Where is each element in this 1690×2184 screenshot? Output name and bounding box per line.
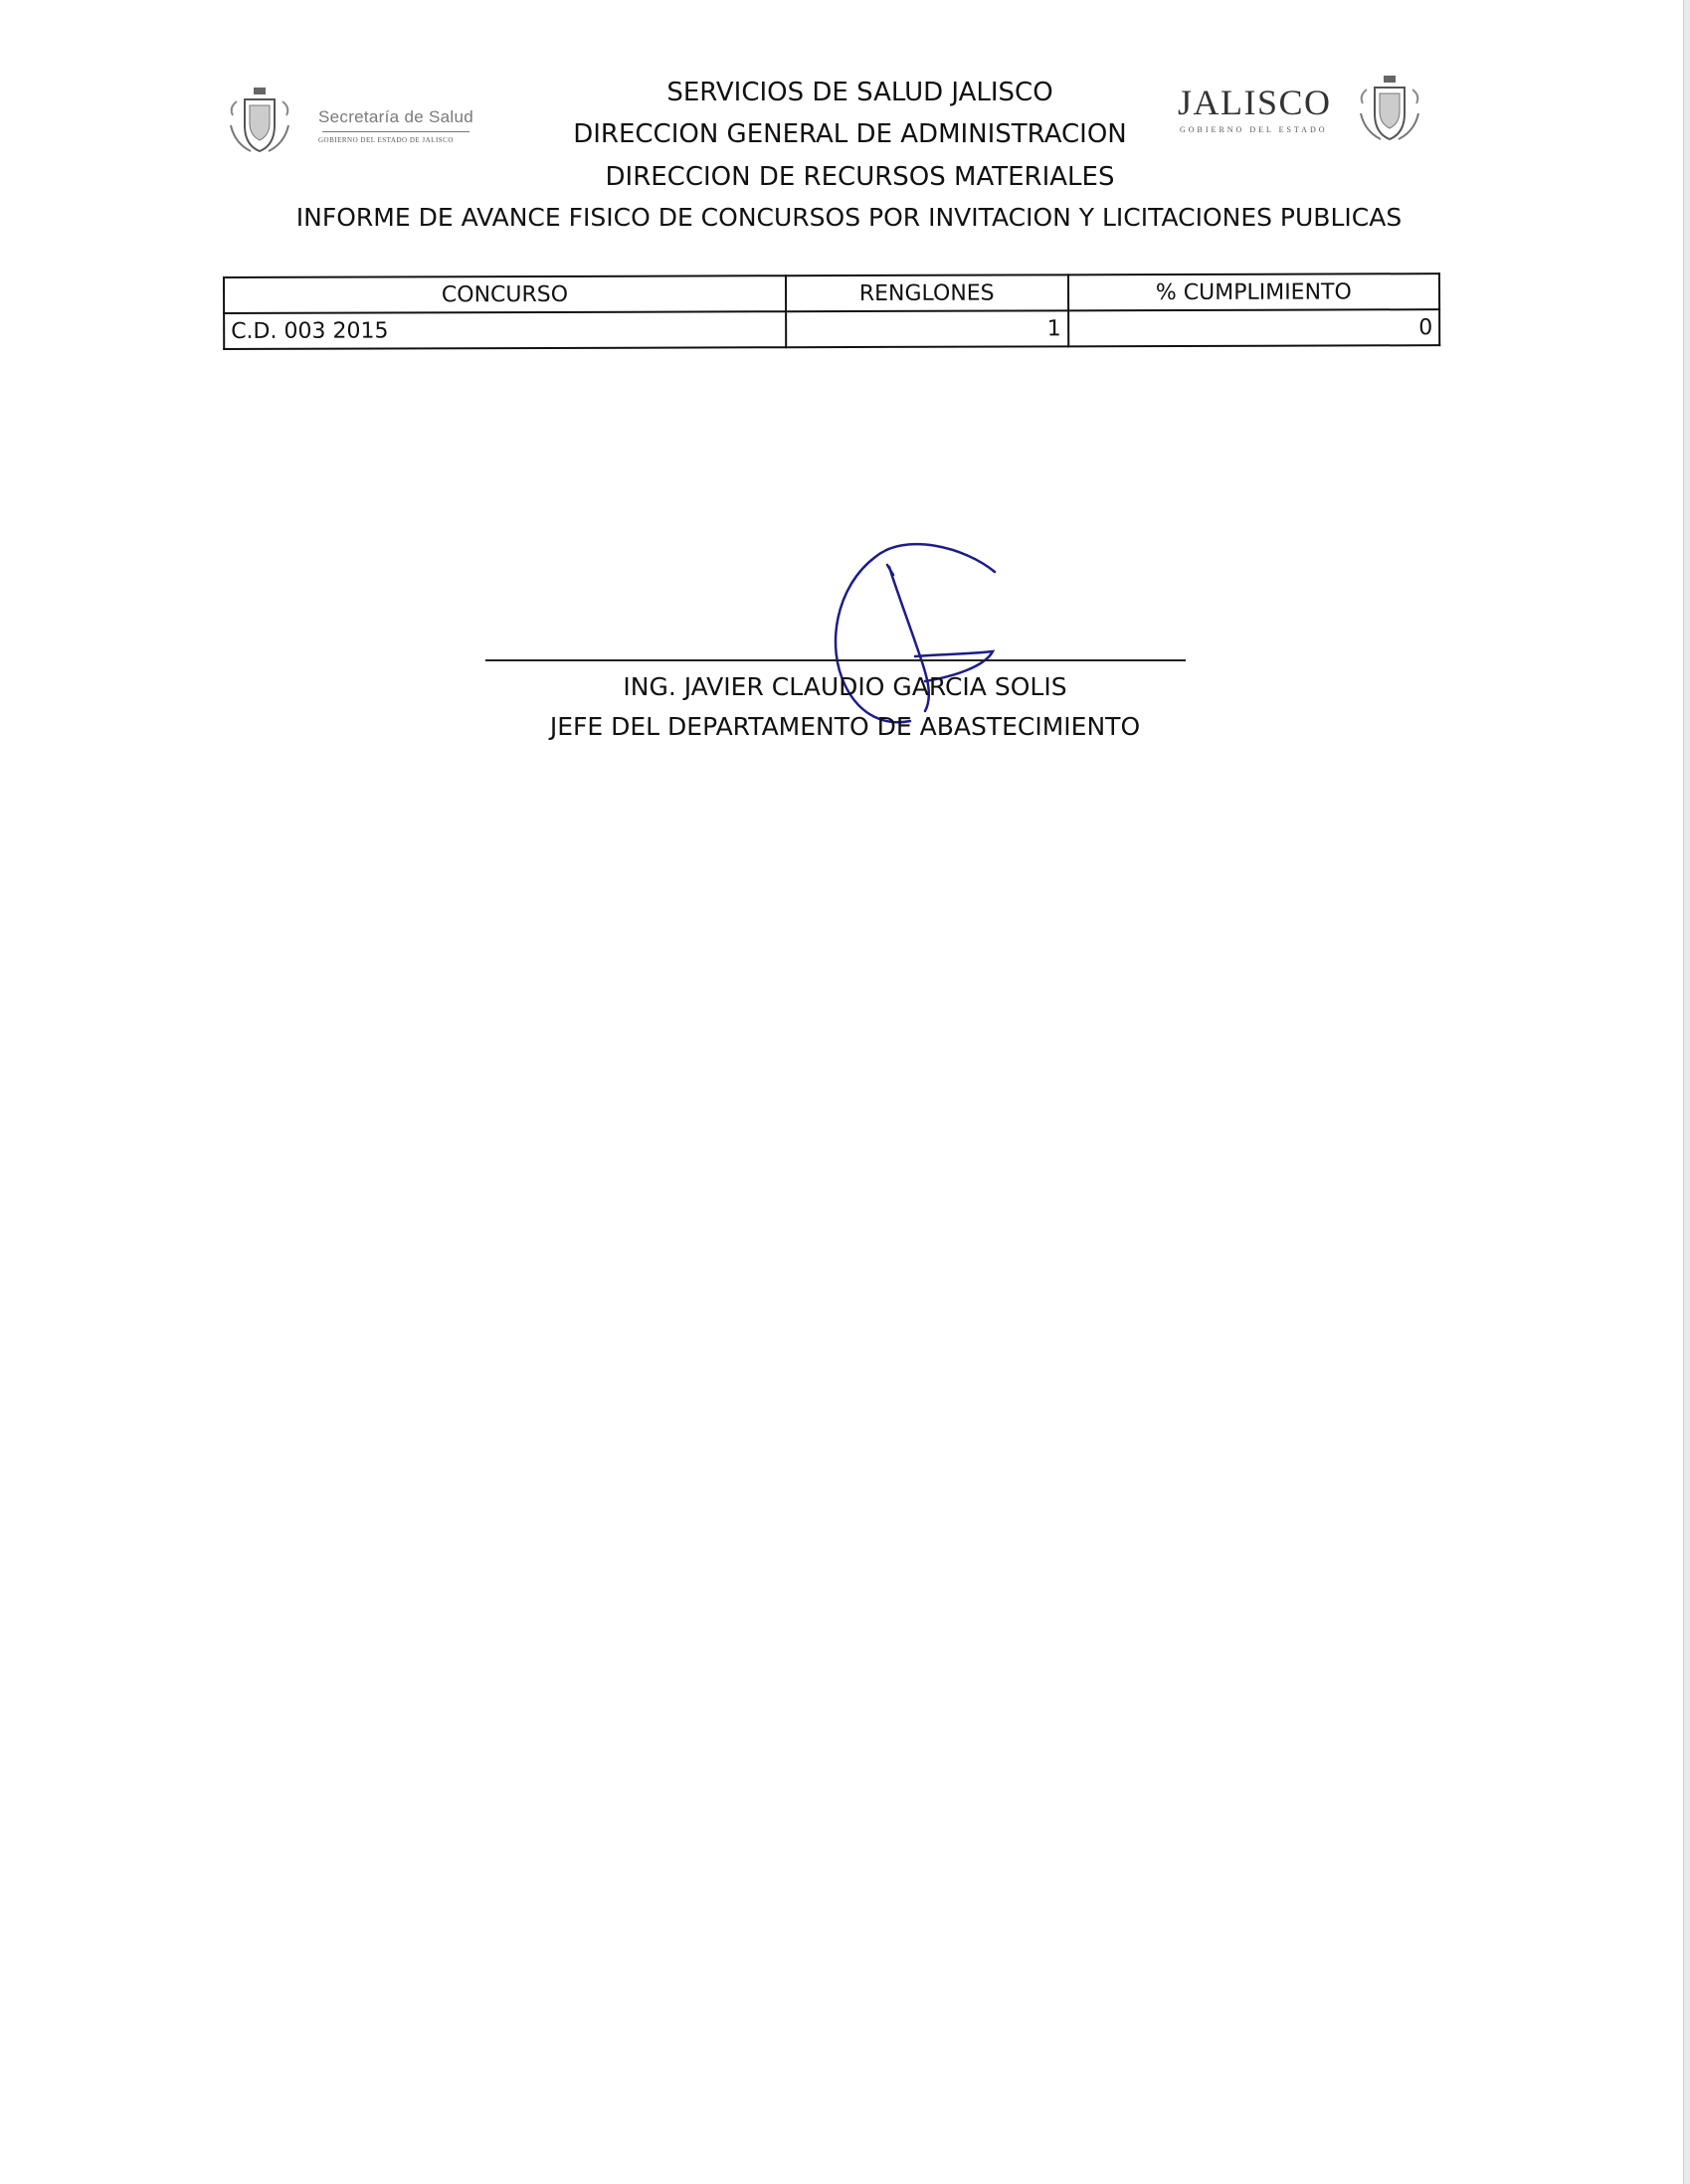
salud-logo-text: Secretaría de Salud <box>318 107 473 126</box>
cell-cumplimiento: 0 <box>1068 309 1440 346</box>
table-row <box>224 309 1439 349</box>
cell-concurso: C.D. 003 2015 <box>224 311 786 349</box>
jalisco-logo-text: JALISCO <box>1178 83 1332 122</box>
signature-line <box>485 659 1186 661</box>
heading-general-directorate: DIRECCION GENERAL DE ADMINISTRACION <box>573 119 1127 149</box>
column-header-concurso: CONCURSO <box>224 275 786 313</box>
report-title: INFORME DE AVANCE FISICO DE CONCURSOS POR INVITACION Y LICITACIONES PUBLICAS <box>295 203 1403 232</box>
page-edge <box>1683 0 1690 2184</box>
report-table <box>223 273 1440 350</box>
heading-materials-directorate: DIRECCION DE RECURSOS MATERIALES <box>605 162 1115 192</box>
cell-renglones: 1 <box>786 310 1068 347</box>
table-header-row <box>224 273 1439 313</box>
column-header-cumplimiento: % CUMPLIMIENTO <box>1067 273 1439 310</box>
jalisco-logo-subtitle: GOBIERNO DEL ESTADO <box>1180 125 1328 134</box>
salud-logo-subtitle: GOBIERNO DEL ESTADO DE JALISCO <box>318 136 454 144</box>
signer-name: ING. JAVIER CLAUDIO GARCIA SOLIS <box>623 672 1067 701</box>
signer-title: JEFE DEL DEPARTAMENTO DE ABASTECIMIENTO <box>549 712 1141 741</box>
column-header-renglones: RENGLONES <box>786 274 1068 311</box>
heading-organization: SERVICIOS DE SALUD JALISCO <box>666 78 1053 107</box>
